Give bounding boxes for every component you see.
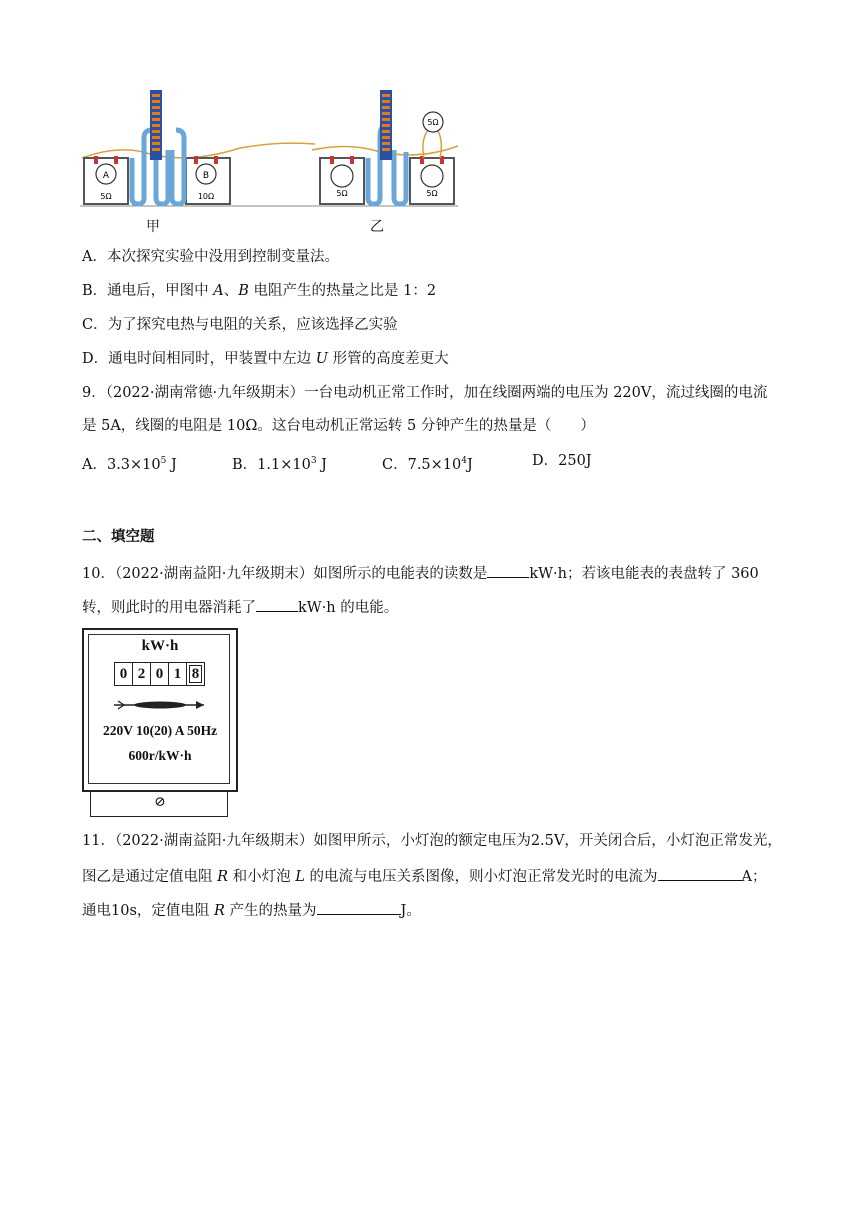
q11-line2: 图乙是通过定值电阻 R 和小灯泡 L 的电流与电压关系图像，则小灯泡正常发光时的电流为 A； <box>82 866 766 887</box>
meter-disc-arrow <box>112 698 208 712</box>
meter-digit: 1 <box>169 663 187 685</box>
meter-digit: 2 <box>133 663 151 685</box>
q10-blank-2[interactable] <box>256 597 298 612</box>
figure-label-yi: 乙 <box>370 219 384 235</box>
q8-option-d <box>82 349 449 369</box>
q8-option-a: A．本次探究实验中没用到控制变量法。 <box>82 249 339 265</box>
meter-base-symbol: ⊘ <box>154 794 166 810</box>
q9-option-c: C．$7.5\times 10^4J$ <box>382 456 473 473</box>
meter-digits <box>114 662 205 686</box>
q8-option-d-post: 形管的高度差更大 <box>327 351 449 367</box>
q8-option-b-pre: B．通电后，甲图中 <box>82 283 214 299</box>
electric-meter <box>82 628 238 818</box>
q8-figure <box>80 86 460 210</box>
q10-line2: 转，则此时的用电器消耗了 kW·h 的电能。 <box>82 597 398 618</box>
svg-text:5Ω: 5Ω <box>100 192 112 201</box>
q10-line1: 10．（2022·湖南益阳·九年级期末）如图所示的电能表的读数是 kW·h；若该电能表的表盘转了 360 <box>82 563 759 584</box>
svg-text:5Ω: 5Ω <box>427 118 439 127</box>
q9-options <box>82 451 682 471</box>
jia-apparatus <box>82 90 315 204</box>
meter-unit: kW·h <box>141 638 179 654</box>
q9-option-b: B．$1.1\times 10^3$ J <box>232 456 327 473</box>
q8-option-d-pre: D．通电时间相同时，甲装置中左边 <box>82 351 316 367</box>
q8-option-b-a: A <box>213 283 224 299</box>
figure-label-jia: 甲 <box>146 219 160 235</box>
meter-rev: 600r/kW·h <box>128 748 192 763</box>
q8-option-d-u: U <box>315 351 328 367</box>
yi-apparatus <box>312 90 458 204</box>
meter-digit: 0 <box>151 663 169 685</box>
svg-text:5Ω: 5Ω <box>426 189 438 198</box>
svg-text:5Ω: 5Ω <box>336 189 348 198</box>
svg-text:B: B <box>202 171 210 181</box>
q8-option-b <box>82 281 436 301</box>
q8-option-b-post: 电阻产生的热量之比是 1：2 <box>248 283 437 299</box>
q11-blank-2[interactable] <box>317 900 401 915</box>
meter-spec: 220V 10(20) A 50Hz <box>102 723 218 738</box>
svg-text:10Ω: 10Ω <box>197 192 215 201</box>
meter-digit: 0 <box>115 663 133 685</box>
svg-text:A: A <box>102 171 110 181</box>
q11-line1: 11．（2022·湖南益阳·九年级期末）如图甲所示，小灯泡的额定电压为2.5V，开关闭合后，小灯泡正常发光， <box>82 833 782 849</box>
q9-option-d: D．250J <box>532 453 592 469</box>
q9-line2: 是 5A，线圈的电阻是 10Ω。这台电动机正常运转 5 分钟产生的热量是（ ） <box>82 418 595 434</box>
q8-option-b-mid: 、 <box>223 283 239 299</box>
q9-option-a: A．$3.3\times 10^5$ J <box>82 456 177 473</box>
q10-blank-1[interactable] <box>487 563 529 578</box>
q11-blank-1[interactable] <box>658 866 742 881</box>
meter-digit: 8 <box>187 663 204 685</box>
section-title-fill-blank: 二、填空题 <box>82 528 155 545</box>
q9-line1: 9．（2022·湖南常德·九年级期末）一台电动机正常工作时，加在线圈两端的电压为 220V，流过线圈的电流 <box>82 385 768 401</box>
q11-line3: 通电10s，定值电阻 R 产生的热量为 J。 <box>82 900 421 921</box>
q8-option-c: C．为了探究电热与电阻的关系，应该选择乙实验 <box>82 317 398 333</box>
q8-option-b-b: B <box>238 283 249 299</box>
